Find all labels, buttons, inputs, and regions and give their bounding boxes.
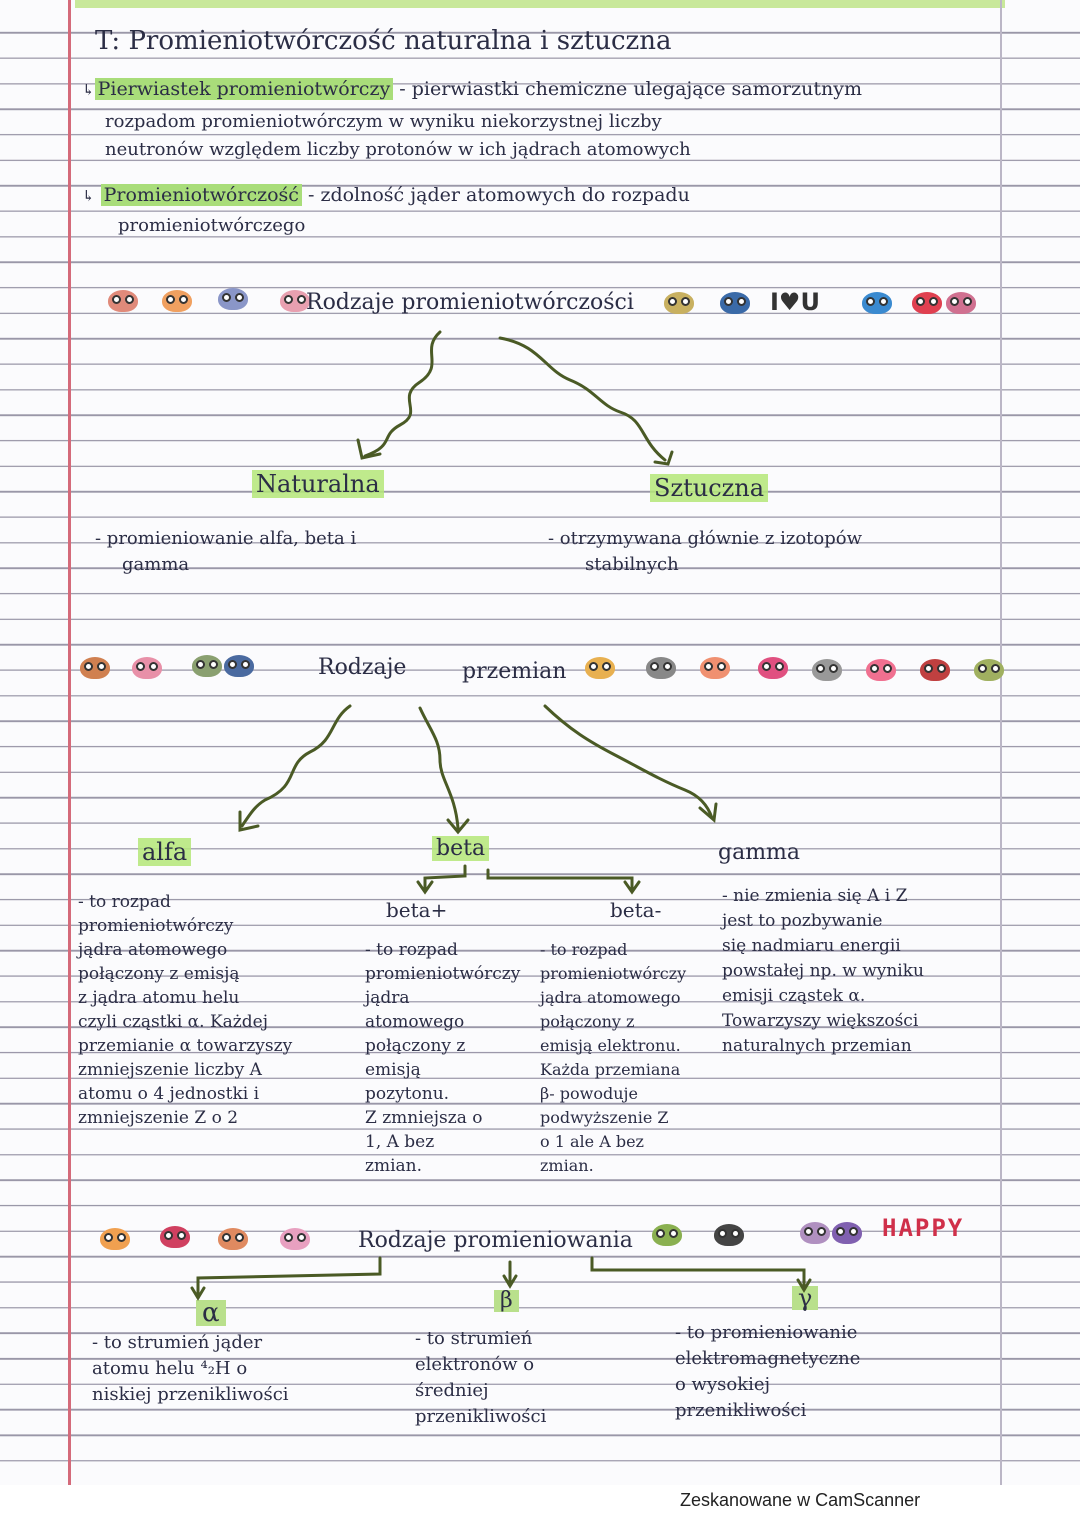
arrow-to-beta <box>420 708 458 828</box>
beta-minus-label: beta- <box>610 898 662 922</box>
beta-radiation-line: - to strumień <box>415 1328 533 1349</box>
alpha-radiation-line: niskiej przenikliwości <box>92 1384 289 1405</box>
beta-symbol: β <box>494 1290 519 1312</box>
section2-heading-1: Rodzaje <box>318 655 407 680</box>
alpha-radiation-line: atomu helu ⁴₂H o <box>92 1358 248 1379</box>
term-radioactive-element: Pierwiastek promieniotwórczy <box>95 78 394 100</box>
beta-plus-desc-line: - to rozpad <box>365 940 458 960</box>
gamma-desc-line: powstałej np. w wyniku <box>722 961 924 981</box>
alfa-desc-line: promieniotwórczy <box>78 916 234 936</box>
beta-label-text: beta <box>432 836 489 861</box>
beta-minus-desc-line: promieniotwórczy <box>540 964 687 983</box>
beta-plus-label: beta+ <box>386 898 448 922</box>
alpha-radiation-line: - to strumień jąder <box>92 1332 263 1353</box>
arrow-to-gamma <box>545 706 712 818</box>
alfa-desc-line: przemianie α towarzyszy <box>78 1036 293 1056</box>
gamma-radiation-line: przenikliwości <box>675 1400 807 1421</box>
bracket-gamma <box>592 1258 804 1286</box>
i-love-you-sticker: I♥U <box>770 288 820 316</box>
gamma-desc-line: Towarzyszy większości <box>722 1011 919 1031</box>
natural-label-text: Naturalna <box>252 470 384 498</box>
natural-desc-1: - promieniowanie alfa, beta i <box>95 528 357 549</box>
gamma-symbol: γ <box>792 1286 818 1310</box>
happy-sticker: HAPPY <box>882 1214 965 1242</box>
beta-minus-desc-line: emisją elektronu. <box>540 1036 681 1055</box>
alfa-desc-line: jądra atomowego <box>78 940 228 960</box>
definition-1: ↳ Pierwiastek promieniotwórczy - pierwiastki chemiczne ulegające samorzutnym <box>82 78 863 100</box>
arrow-to-natural <box>365 332 440 456</box>
definition-2-line2: promieniotwórczego <box>118 215 306 236</box>
term-radioactivity: Promieniotwórczość <box>101 184 302 206</box>
beta-plus-desc-line: połączony z <box>365 1036 466 1056</box>
beta-minus-desc-line: podwyższenie Z <box>540 1108 669 1127</box>
arrow-to-alfa <box>242 706 350 826</box>
gamma-radiation-line: o wysokiej <box>675 1374 771 1395</box>
beta-split-line <box>425 866 632 888</box>
section1-heading-text: Rodzaje promieniotwórczości <box>306 290 634 315</box>
alfa-desc-line: połączony z emisją <box>78 964 240 984</box>
bracket-alpha <box>198 1258 380 1294</box>
definition-1-line3: neutronów względem liczby protonów w ich jądrach atomowych <box>105 139 691 160</box>
beta-minus-desc-line: Każda przemiana <box>540 1060 681 1079</box>
definition-1-text: - pierwiastki chemiczne ulegające samorzutnym <box>399 78 863 100</box>
artificial-desc-1: - otrzymywana głównie z izotopów <box>548 528 862 549</box>
alfa-desc-line: atomu o 4 jednostki i <box>78 1084 260 1104</box>
section3-heading: Rodzaje promieniowania <box>358 1228 633 1253</box>
gamma-desc-line: się nadmiaru energii <box>722 936 901 956</box>
section2-heading-2: przemian <box>462 659 567 684</box>
gamma-label: gamma <box>718 840 801 865</box>
gamma-radiation-line: - to promieniowanie <box>675 1322 858 1343</box>
beta-radiation-line: przenikliwości <box>415 1406 547 1427</box>
alpha-symbol: α <box>196 1300 226 1326</box>
beta-plus-desc-line: promieniotwórczy <box>365 964 521 984</box>
beta-plus-desc-line: jądra <box>365 988 410 1008</box>
alfa-desc-line: z jądra atomu helu <box>78 988 240 1008</box>
gamma-desc-line: naturalnych przemian <box>722 1036 912 1056</box>
beta-minus-desc-line: połączony z <box>540 1012 635 1031</box>
artificial-desc-2: stabilnych <box>585 554 679 575</box>
beta-plus-desc-line: 1, A bez <box>365 1132 435 1152</box>
beta-plus-desc-line: emisją <box>365 1060 421 1080</box>
beta-split-heads <box>418 882 639 892</box>
alfa-desc-line: czyli cząstki α. Każdej <box>78 1012 268 1032</box>
alfa-desc-line: zmniejszenie Z o 2 <box>78 1108 239 1128</box>
definition-1-line2: rozpadom promieniotwórczym w wyniku niekorzystnej liczby <box>105 111 662 132</box>
definition-2: ↳ Promieniotwórczość - zdolność jąder atomowych do rozpadu <box>82 184 690 206</box>
gamma-desc-line: jest to pozbywanie <box>722 911 883 931</box>
beta-plus-desc-line: zmian. <box>365 1156 423 1176</box>
camscanner-footer: Zeskanowane w CamScanner <box>680 1490 921 1510</box>
page-title: T: Promieniotwórczość naturalna i sztuczna <box>95 26 672 56</box>
arrow-to-artificial <box>500 338 665 460</box>
beta-minus-desc-line: zmian. <box>540 1156 594 1175</box>
alfa-label-text: alfa <box>138 838 191 866</box>
beta-plus-desc-line: Z zmniejsza o <box>365 1108 483 1128</box>
gamma-radiation-line: elektromagnetyczne <box>675 1348 861 1369</box>
artificial-label-text: Sztuczna <box>650 474 768 502</box>
beta-plus-desc-line: pozytonu. <box>365 1084 450 1104</box>
gamma-desc-line: emisji cząstek α. <box>722 986 866 1006</box>
beta-minus-desc-line: jądra atomowego <box>540 988 681 1007</box>
natural-desc-2: gamma <box>122 554 190 575</box>
alfa-desc-line: - to rozpad <box>78 892 171 912</box>
alfa-desc-line: zmniejszenie liczby A <box>78 1060 262 1080</box>
beta-minus-desc-line: β- powoduje <box>540 1084 638 1103</box>
definition-2-text: - zdolność jąder atomowych do rozpadu <box>307 184 690 206</box>
beta-radiation-line: elektronów o <box>415 1354 535 1375</box>
gamma-desc-line: - nie zmienia się A i Z <box>722 886 908 906</box>
beta-radiation-line: średniej <box>415 1380 489 1401</box>
beta-minus-desc-line: - to rozpad <box>540 940 628 959</box>
beta-minus-desc-line: o 1 ale A bez <box>540 1132 644 1151</box>
beta-plus-desc-line: atomowego <box>365 1012 465 1032</box>
